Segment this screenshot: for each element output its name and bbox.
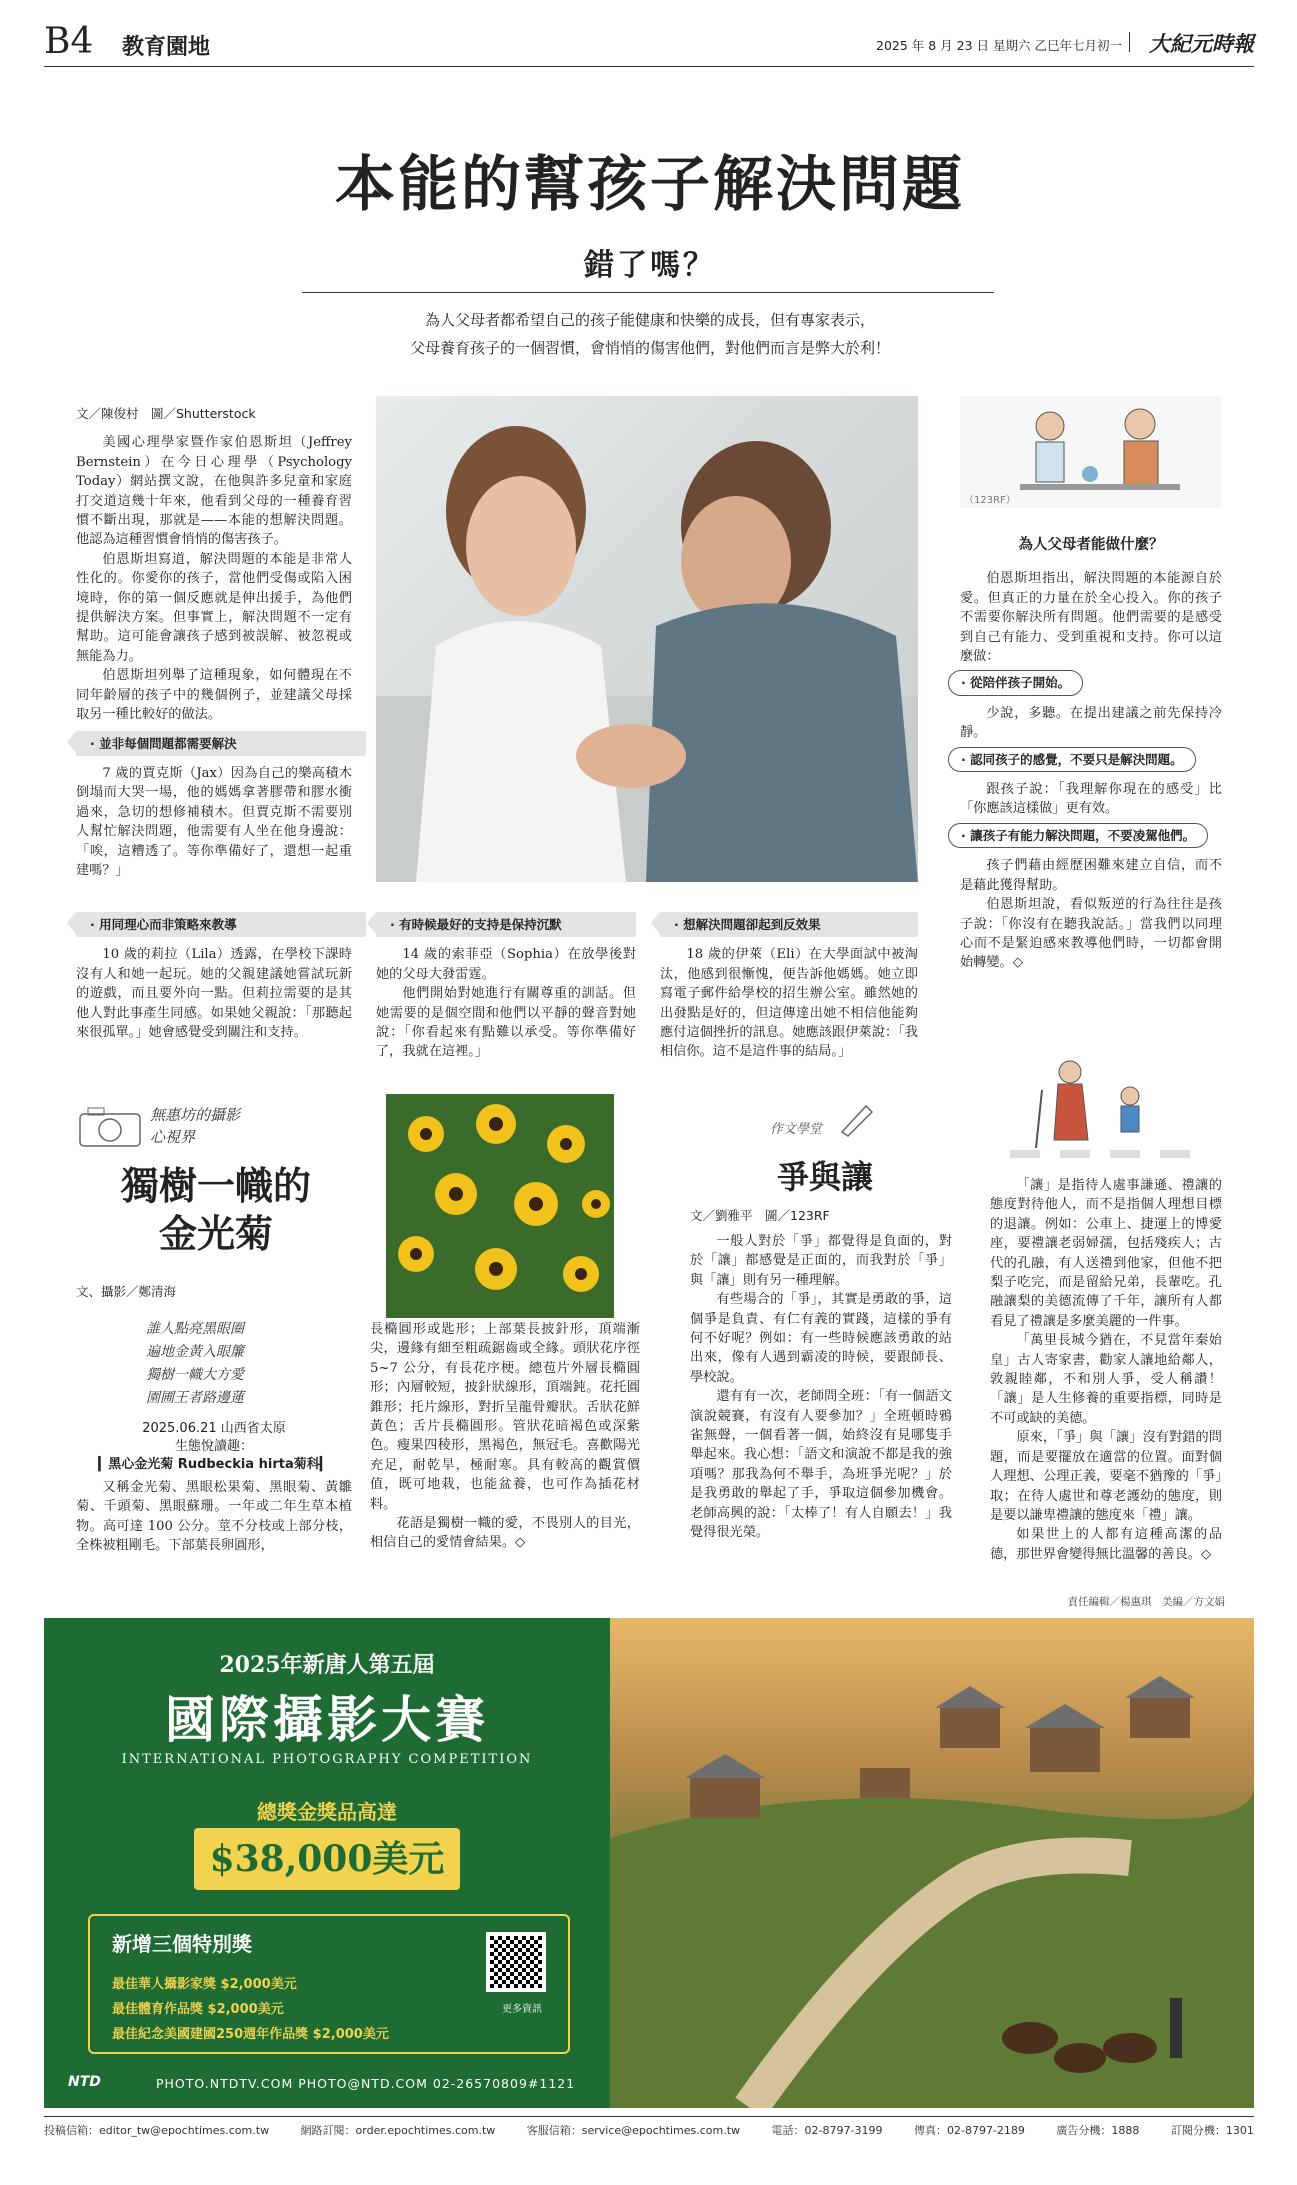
subhead-text: 有時候最好的支持是保持沉默 — [399, 917, 562, 932]
poem — [146, 1318, 296, 1410]
photo-contest-ad[interactable] — [44, 1618, 1254, 2108]
qr-code-icon[interactable] — [486, 1932, 546, 1992]
column-name: 無惠坊的攝影心視界 — [150, 1106, 241, 1146]
footer-item: 網路訂閱：order.epochtimes.com.tw — [300, 2124, 496, 2137]
photo-credit: （123RF） — [964, 495, 1016, 506]
tip-box: · 認同孩子的感覺，不要只是解決問題。 — [948, 747, 1196, 772]
more-info: 更多資訊 — [502, 2004, 542, 2015]
paragraph: 他們開始對她進行有關尊重的訓話。但她需要的是個空間和他們以平靜的聲音對她說：「你看起來有點難以承受。等你準備好了，我就在這裡。」 — [376, 986, 636, 1060]
page-number: B4 — [44, 21, 94, 62]
rudbeckia-photo — [386, 1094, 614, 1318]
paragraph: 「萬里長城今猶在，不見當年秦始皇」古人寄家書，勸家人讓地給鄰人，敦親睦鄰，不和別人爭，受人稱讚！「讓」是人生修養的重要指標，同時是不可或缺的美德。 — [990, 1333, 1222, 1426]
byline: 文／陳俊村 圖／Shutterstock — [76, 406, 256, 421]
paragraph: 一般人對於「爭」都覺得是負面的，對於「讓」都感覺是正面的，而我對於「爭」與「讓」則有另一種理解。 — [690, 1234, 952, 1288]
subhead: · 用同理心而非策略來教導 — [76, 912, 366, 937]
footer-item: 傳真：02-8797-2189 — [913, 2124, 1025, 2137]
poem-line: 誰人點亮黑眼圈 — [146, 1321, 244, 1337]
parent-child-illustration — [376, 396, 918, 882]
tip-box: · 從陪伴孩子開始。 — [948, 670, 1083, 695]
subhead-text: 用同理心而非策略來教導 — [99, 917, 237, 932]
essay-column-name: 作文學堂 — [770, 1122, 823, 1137]
special-awards-title: 新增三個特別獎 — [112, 1932, 252, 1956]
photo-title — [76, 1162, 356, 1258]
ad-title: 國際攝影大賽 — [165, 1690, 489, 1749]
paragraph: 14 歲的索菲亞（Sophia）在放學後對她的父母大發雷霆。 — [376, 947, 636, 982]
tip-text: 讓孩子有能力解決問題，不要凌駕他們。 — [970, 827, 1196, 843]
article-column-1b — [76, 906, 352, 1042]
paragraph: 長橢圓形或匙形；上部葉長披針形，頂端漸尖，邊緣有細至粗疏鋸齒或全緣。頭狀花序徑 5~7 公分，有長花序梗。總苞片外層長橢圓形；內層較短，披針狀線形，頂端鈍。花托圓錐形；托片線形，對折呈龍骨瓣狀。舌狀花鮮黃色；舌片長橢圓形。管狀花暗褐色或深紫色。瘦果四稜形，黑褐色，無冠毛。喜歡陽光充足，耐乾旱，極耐寒。具有較高的觀賞價值，既可地栽，也能盆養，也可作為插花材料。 — [370, 1322, 640, 1512]
photo-title-line: 獨樹一幟的 — [120, 1163, 311, 1208]
divider — [1129, 32, 1130, 52]
village-scene — [610, 1618, 1254, 2108]
poem-line: 獨樹一幟大方愛 — [146, 1367, 244, 1383]
essay-byline: 文／劉雅平 圖／123RF — [690, 1208, 830, 1223]
header-rule — [44, 66, 1254, 67]
paragraph: 還有有一次，老師問全班：「有一個語文演說競賽，有沒有人要參加？」全班頓時鴉雀無聲，一個看著一個，始終沒有見哪隻手舉起來。我心想：「語文和演說不都是我的強項嗎？那我為何不舉手，為班爭光呢？」於是我勇敢的舉起了手，爭取這個參加機會。老師高興的說：「太棒了！有人自願去！」我覺得很光榮。 — [690, 1389, 952, 1541]
paragraph: 又稱金光菊、黑眼松果菊、黑眼菊、黃雛菊、千頭菊、黑眼蘇珊。一年或二年生草本植物。高可達 100 公分。莖不分枝或上部分枝，全株被粗剛毛。下部葉長卵圓形， — [76, 1480, 352, 1554]
special-awards-box — [88, 1914, 570, 2054]
photo-title-line: 金光菊 — [158, 1211, 273, 1256]
paragraph: 花語是獨樹一幟的愛，不畏別人的目光，相信自己的愛情會結果。◇ — [370, 1516, 640, 1551]
award-item: 最佳紀念美國建國250週年作品獎 $2,000美元 — [112, 2027, 389, 2042]
ad-year: 2025年新唐人第五屆 — [219, 1652, 435, 1678]
ad-prize-label: 總獎金獎品高達 — [257, 1800, 397, 1824]
parent-child-photo — [376, 396, 918, 882]
essay-column-2 — [990, 1176, 1222, 1564]
subhead: · 並非每個問題都需要解決 — [76, 731, 366, 756]
ad-prize-amount: $38,000美元 — [194, 1828, 460, 1890]
paragraph: 少說，多聽。在提出建議之前先保持冷靜。 — [960, 705, 1222, 741]
paragraph: 伯恩斯坦說，看似叛逆的行為往往是孩子說：「你沒有在聽我說話。」當我們以同理心而不是緊迫感來教導他們時，一切都會開始轉變。◇ — [960, 897, 1222, 971]
ad-contact[interactable]: PHOTO.NTDTV.COM PHOTO@NTD.COM 02-26570809#1121 — [156, 2076, 576, 2091]
lead-line: 為人父母者都希望自己的孩子能健康和快樂的成長，但有專家表示， — [424, 311, 875, 329]
photo-text-1 — [76, 1478, 352, 1556]
ad-text-panel — [44, 1618, 610, 2108]
footer-item: 廣告分機：1888 — [1056, 2124, 1140, 2137]
editor-credits: 責任編輯／楊惠琪 美編／方文娟 — [1067, 1596, 1225, 1608]
essay-column-1 — [690, 1232, 952, 1543]
photo-column-header — [76, 1100, 266, 1152]
footer-item: 電話：02-8797-3199 — [771, 2124, 883, 2137]
photo-byline: 文、攝影／鄭清海 — [76, 1284, 177, 1299]
lead-line: 父母養育孩子的一個習慣，會悄悄的傷害他們，對他們而言是弊大於利！ — [409, 339, 890, 357]
crossing-illustration — [1000, 1050, 1222, 1170]
paragraph: 孩子們藉由經歷困難來建立自信，而不是藉此獲得幫助。 — [960, 858, 1222, 893]
article-column-4 — [960, 520, 1222, 973]
issue-date: 2025 年 8 月 23 日 星期六 乙巳年七月初一 — [876, 38, 1122, 53]
paragraph: 伯恩斯坦寫道，解決問題的本能是非常人性化的。你愛你的孩子，當他們受傷或陷入困境時，你的第一個反應就是伸出援手，為他們提供解決方案。但事實上，解決問題不一定有幫助。這可能會讓孩子感到被誤解、被忽視或無能為力。 — [76, 551, 352, 664]
paragraph: 有些場合的「爭」，其實是勇敢的爭，這個爭是負責、有仁有義的實踐，這樣的爭有何不好呢？例如：有一些時候應該勇敢的站出來，像有人遇到霸凌的時候，要跟師長、學校說。 — [690, 1292, 952, 1385]
camera-icon — [76, 1100, 146, 1148]
paragraph: 10 歲的莉拉（Lila）透露，在學校下課時沒有人和她一起玩。她的父親建議她嘗試玩新的遊戲，而且要外向一點。但莉拉需要的是其他人對此事產生同感。如果她父親說：「那聽起來很孤單。」她會感覺受到關注和支持。 — [76, 947, 352, 1041]
paragraph: 美國心理學家暨作家伯恩斯坦（Jeffrey Bernstein）在今日心理學（Psychology Today）網站撰文說，在他與許多兒童和家庭打交道這幾十年來，他看到父母的一種養育習慣不斷出現，那就是——本能的想解決問題。他認為這種習慣會悄悄的傷害孩子。 — [76, 435, 352, 548]
footer-item: 客服信箱：service@epochtimes.com.tw — [526, 2124, 741, 2137]
article-subtitle: 錯了嗎？ — [584, 248, 716, 283]
newspaper-logo: 大紀元時報 — [1149, 31, 1254, 56]
subhead-text: 並非每個問題都需要解決 — [99, 735, 237, 751]
poem-line: 園圃王者路邊蓮 — [146, 1390, 244, 1406]
subhead-text: 想解決問題卻起到反效果 — [683, 917, 821, 932]
award-item: 最佳華人攝影家獎 $2,000美元 — [112, 1977, 297, 1992]
article-column-2 — [376, 906, 636, 1062]
paragraph: 「讓」是指待人處事謙遜、禮讓的態度對待他人，而不是指個人理想目標的退讓。例如：公車上、捷運上的博愛座，要禮讓老弱婦孺，包括殘疾人；古代的孔融，有人送禮到他家，但他不把梨子吃完，而是留給兄弟，長輩吃。孔融讓梨的美德流傳了千年，讓所有人都看見了禮讓是多麼美麗的一件事。 — [990, 1178, 1222, 1329]
paragraph: 18 歲的伊萊（Eli）在大學面試中被淘汰，他感到很慚愧，便告訴他媽媽。她立即寫電子郵件給學校的招生辦公室。雖然她的出發點是好的，但這傳達出她不相信他能夠應付這個挫折的訊息。她應該跟伊萊說：「我相信你。這不是這件事的結局。」 — [660, 947, 918, 1060]
tip-box: · 讓孩子有能力解決問題，不要凌駕他們。 — [948, 823, 1208, 848]
lead — [250, 306, 1050, 362]
footer — [44, 2122, 1254, 2138]
ad-title-en: INTERNATIONAL PHOTOGRAPHY COMPETITION — [121, 1752, 533, 1767]
paragraph: 伯恩斯坦列舉了這種現象，如何體現在不同年齡層的孩子中的幾個例子，並建議父母採取另一種比較好的做法。 — [76, 668, 352, 723]
paragraph: 原來，「爭」與「讓」沒有對錯的問題，而是要擺放在適當的位置。面對個人理想、公理正義，要毫不猶豫的「爭」取；在待人處世和尊老護幼的態度，則是要以謙卑禮讓的態度來「禮」讓。 — [990, 1430, 1222, 1523]
ntd-logo: NTD — [68, 2074, 101, 2090]
species-name: 黑心金光菊 Rudbeckia hirta菊科 — [108, 1457, 320, 1472]
photo-caption — [76, 1420, 352, 1474]
footer-rule — [44, 2116, 1254, 2117]
paragraph: 7 歲的賈克斯（Jax）因為自己的樂高積木倒塌而大哭一場，他的媽媽拿著膠帶和膠水衝過來，急切的想修補積木。但賈克斯不需要別人幫忙解決問題，他需要有人坐在他身邊說：「唉，這糟透了。等你準備好了，還想一起重建嗎？」 — [76, 765, 352, 878]
footer-item: 投稿信箱：editor_tw@epochtimes.com.tw — [44, 2124, 270, 2137]
tip-text: 從陪伴孩子開始。 — [970, 675, 1071, 691]
subhead: · 想解決問題卻起到反效果 — [660, 912, 918, 937]
article-column-3 — [660, 906, 918, 1062]
paragraph: 伯恩斯坦指出，解決問題的本能源自於愛。但真正的力量在於全心投入。你的孩子不需要你解決所有問題。他們需要的是感受到自己有能力、受到重視和支持。你可以這麼做： — [960, 571, 1222, 665]
article-column-1 — [76, 404, 352, 880]
photo-place: 2025.06.21 山西省太原 — [142, 1421, 286, 1436]
photo-text-2 — [370, 1320, 640, 1553]
photo-know: 生態悅讀趣： — [174, 1439, 253, 1454]
paragraph: 跟孩子說：「我理解你現在的感受」比「你應該這樣做」更有效。 — [960, 782, 1222, 817]
award-item: 最佳體育作品獎 $2,000美元 — [112, 2002, 284, 2017]
section-heading: 為人父母者能做什麼？ — [1018, 537, 1164, 553]
village-photo — [610, 1618, 1254, 2108]
section-title: 教育園地 — [122, 34, 211, 60]
species: ▎黑心金光菊 Rudbeckia hirta菊科▎ — [98, 1457, 330, 1472]
article-title: 本能的幫孩子解決問題 — [335, 150, 965, 220]
subhead: · 有時候最好的支持是保持沉默 — [376, 912, 636, 937]
special-awards-list — [112, 1972, 389, 2047]
title-rule — [302, 292, 994, 293]
essay-title: 爭與讓 — [776, 1158, 873, 1196]
grandmother-child-sketch — [1000, 1050, 1222, 1170]
paragraph: 如果世上的人都有這種高潔的品德，那世界會變得無比溫馨的善良。◇ — [990, 1527, 1222, 1562]
masthead — [44, 22, 1254, 64]
tip-text: 認同孩子的感覺，不要只是解決問題。 — [970, 751, 1183, 767]
flower-field — [386, 1094, 614, 1318]
parents-illustration — [960, 396, 1222, 508]
footer-item: 訂閱分機：1301 — [1170, 2124, 1254, 2137]
poem-line: 遍地金黃入眼簾 — [146, 1344, 244, 1360]
pencil-icon — [836, 1098, 876, 1138]
